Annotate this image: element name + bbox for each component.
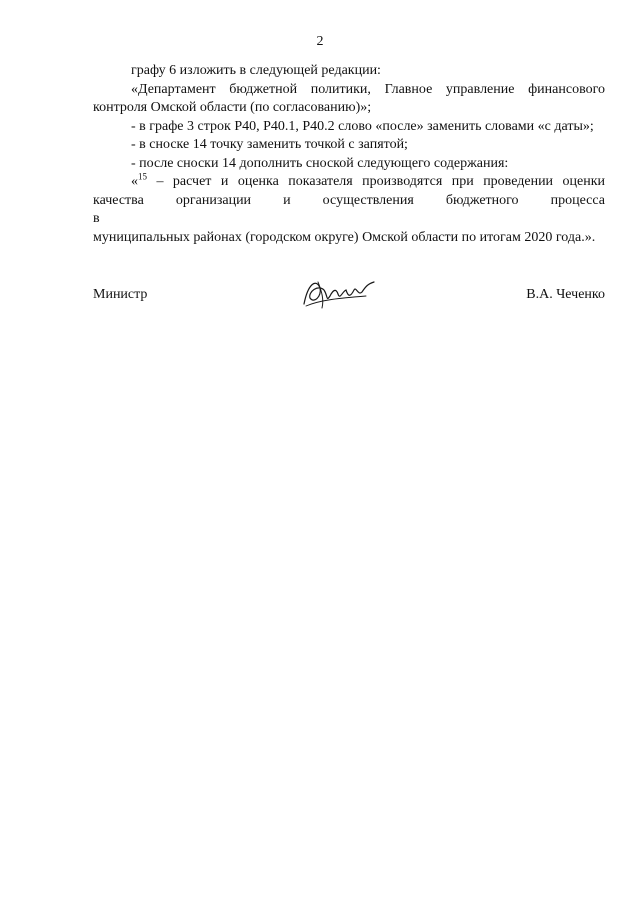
handwritten-signature	[300, 274, 380, 314]
paragraph-6-line-1: – расчет и оценка показателя производятся при проведении оценки	[147, 174, 605, 189]
footnote-number: 15	[138, 171, 147, 182]
signatory-name: В.А. Чеченко	[526, 287, 605, 302]
signature-block	[93, 280, 605, 320]
paragraph-6-line-3: муниципальных районах (городском округе) Омской области по итогам 2020 года.».	[93, 229, 596, 245]
quote-open: «	[131, 174, 138, 189]
paragraph-5: - после сноски 14 дополнить сноской следующего содержания:	[131, 155, 509, 171]
paragraph-6-line-2: качества организации и осуществления бюджетного процесса в	[93, 192, 605, 226]
paragraph-2: «Департамент бюджетной политики, Главное управление финансового контроля Омской области (по согласованию)»;	[93, 81, 605, 115]
paragraph-4: - в сноске 14 точку заменить точкой с запятой;	[131, 137, 408, 152]
signatory-role: Министр	[93, 287, 148, 302]
document-body	[93, 62, 605, 247]
page-number: 2	[316, 34, 324, 49]
paragraph-1: графу 6 изложить в следующей редакции:	[131, 63, 381, 78]
paragraph-3: - в графе 3 строк Р40, Р40.1, Р40.2 слово «после» заменить словами «с даты»;	[131, 118, 594, 134]
paragraph-6	[93, 173, 605, 192]
